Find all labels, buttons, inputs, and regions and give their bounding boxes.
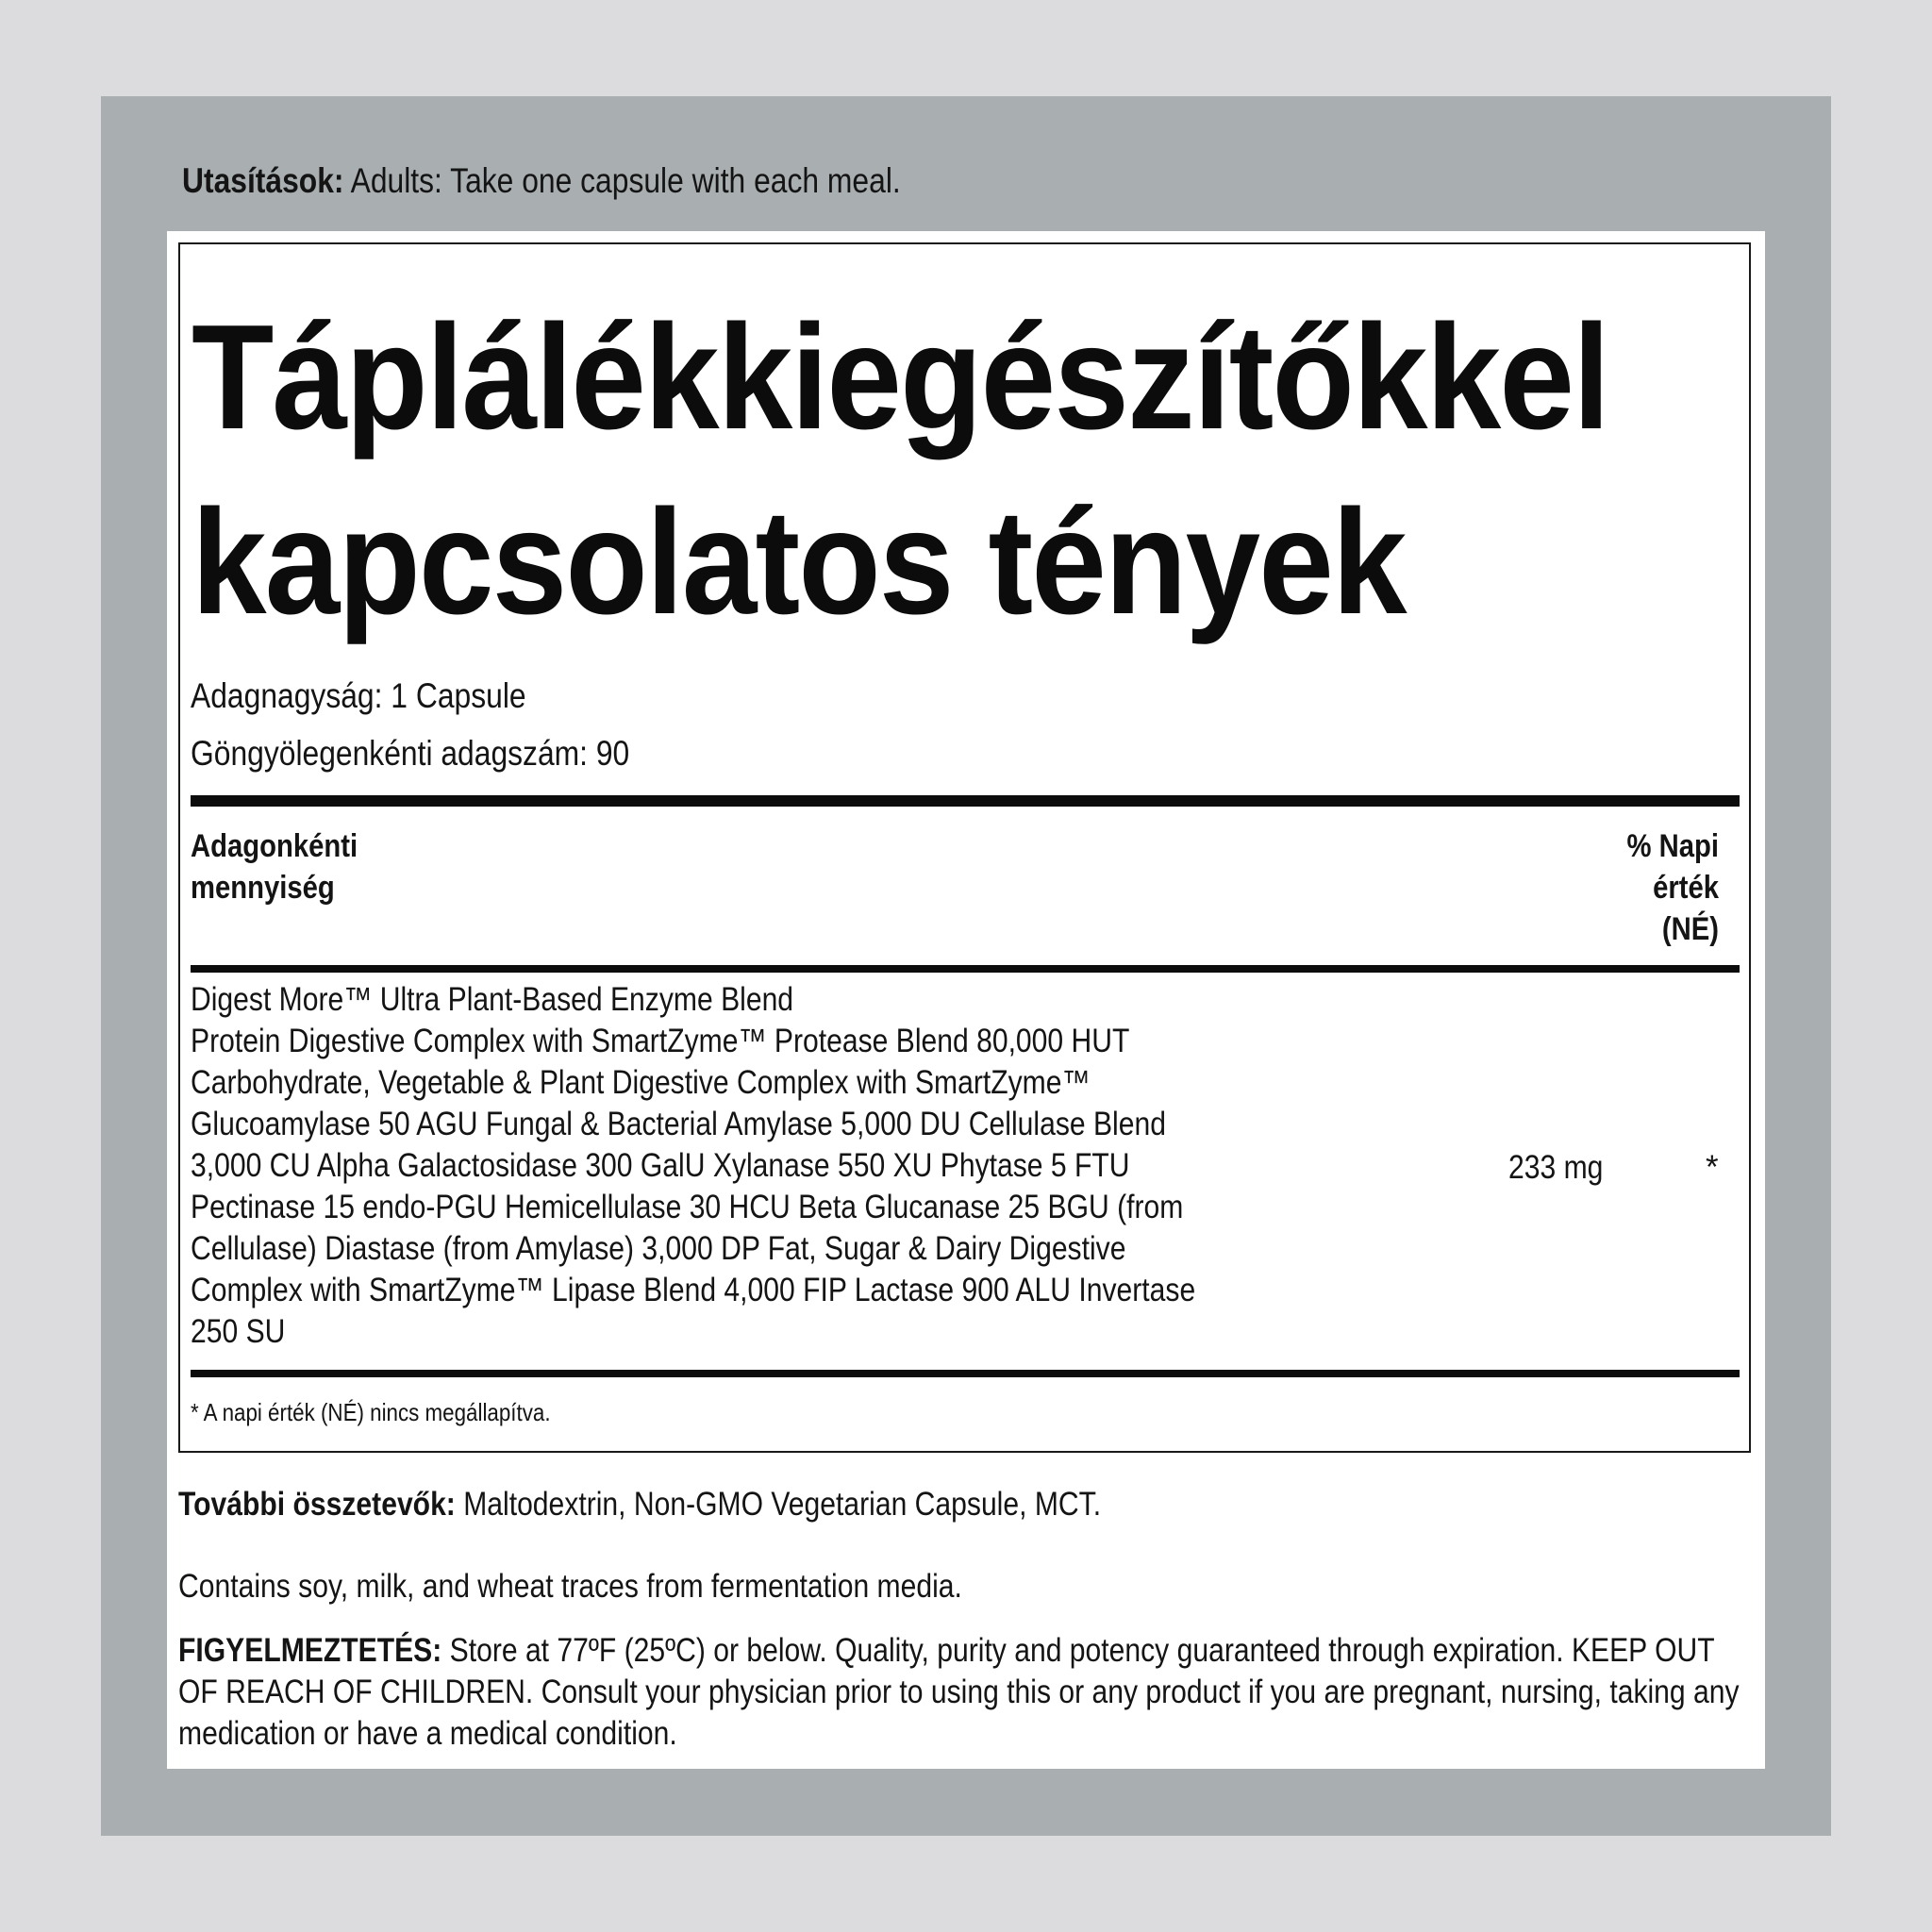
ingredient-line: Digest More™ Ultra Plant-Based Enzyme Blend: [191, 981, 794, 1018]
warning-line2: OF REACH OF CHILDREN. Consult your physician prior to using this or any product if you are pregnant, nursing, taking any: [178, 1674, 1740, 1710]
servings-per-container: Göngyölegenkénti adagszám: 90: [191, 734, 630, 773]
other-ingredients-text: Maltodextrin, Non-GMO Vegetarian Capsule, MCT.: [455, 1486, 1102, 1523]
ingredient-line: 250 SU: [191, 1313, 286, 1350]
directions-label: Utasítások:: [182, 161, 344, 200]
allergen-statement: Contains soy, milk, and wheat traces from fermentation media.: [178, 1568, 962, 1605]
ingredient-amount: 233 mg: [1508, 1149, 1604, 1186]
thick-divider: [191, 795, 1740, 807]
daily-value-footnote: * A napi érték (NÉ) nincs megállapítva.: [191, 1398, 551, 1426]
ingredient-line: Protein Digestive Complex with SmartZyme™ Protease Blend 80,000 HUT: [191, 1023, 1130, 1059]
other-ingredients-label: További összetevők:: [178, 1486, 456, 1523]
dv-header-line3: (NÉ): [1661, 911, 1719, 947]
ingredient-line: Glucoamylase 50 AGU Fungal & Bacterial Amylase 5,000 DU Cellulase Blend: [191, 1106, 1166, 1142]
facts-title-line2: kapcsolatos tények: [192, 479, 1406, 645]
amount-header-line2: mennyiség: [191, 870, 335, 906]
warning-line1: [178, 1630, 1752, 1672]
amount-header-line1: Adagonkénti: [191, 828, 358, 864]
ingredient-line: Cellulase) Diastase (from Amylase) 3,000 DP Fat, Sugar & Dairy Digestive: [191, 1230, 1126, 1267]
other-ingredients: [178, 1484, 1101, 1525]
warning: [178, 1630, 1752, 1755]
warning-label: FIGYELMEZTETÉS:: [178, 1632, 442, 1669]
facts-title-line1: Táplálékkiegészítőkkel: [192, 294, 1609, 460]
ingredient-line: Pectinase 15 endo-PGU Hemicellulase 30 HCU Beta Glucanase 25 BGU (from: [191, 1189, 1184, 1225]
warning-line3: medication or have a medical condition.: [178, 1715, 677, 1752]
ingredient-description: [191, 979, 1213, 1353]
ingredient-line: 3,000 CU Alpha Galactosidase 300 GalU Xylanase 550 XU Phytase 5 FTU: [191, 1147, 1130, 1184]
bottom-divider: [191, 1370, 1740, 1377]
daily-value-header: [1557, 825, 1719, 950]
dv-header-line1: % Napi: [1626, 828, 1719, 864]
amount-per-serving-header: [191, 825, 402, 908]
header-divider: [191, 965, 1740, 973]
ingredient-line: Complex with SmartZyme™ Lipase Blend 4,000 FIP Lactase 900 ALU Invertase: [191, 1272, 1196, 1308]
ingredient-daily-value: *: [1706, 1149, 1719, 1186]
directions-text: Adults: Take one capsule with each meal.: [343, 161, 901, 200]
ingredient-line: Carbohydrate, Vegetable & Plant Digestive Complex with SmartZyme™: [191, 1064, 1091, 1101]
warning-text: Store at 77ºF (25ºC) or below. Quality, purity and potency guaranteed through expiration. KEEP OUT: [441, 1632, 1715, 1669]
serving-size: Adagnagyság: 1 Capsule: [191, 676, 526, 715]
facts-title: [192, 285, 1608, 655]
directions: [182, 158, 901, 204]
dv-header-line2: érték: [1653, 870, 1719, 906]
